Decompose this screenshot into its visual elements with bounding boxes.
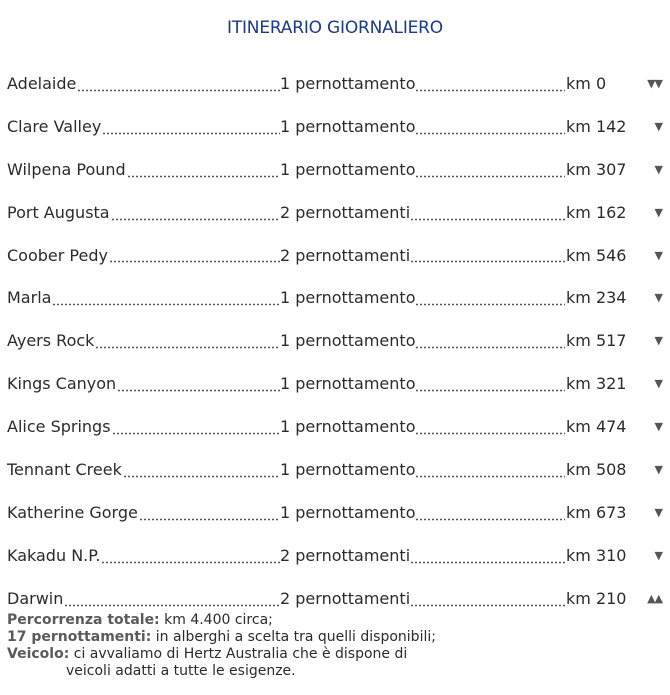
nights-count: 1 pernottamento — [280, 374, 416, 394]
dot-leader — [95, 346, 280, 349]
page-title: ITINERARIO GIORNALIERO — [227, 18, 443, 38]
city-name: Marla — [7, 288, 52, 308]
dot-leader — [111, 218, 280, 221]
city-name: Wilpena Pound — [7, 159, 126, 179]
distance-label: Percorrenza totale: — [7, 612, 160, 628]
vehicle-value-continued: veicoli adatti a tutte le esigenze. — [66, 663, 296, 679]
direction-arrow-icon: ▼ — [654, 334, 662, 348]
city-name: Tennant Creek — [7, 459, 122, 479]
nights-count: 1 pernottamento — [280, 502, 416, 522]
dot-leader — [77, 89, 280, 92]
dot-leader — [415, 132, 565, 135]
nights-count: 2 pernottamenti — [280, 202, 411, 222]
nights-cell — [280, 319, 565, 362]
city-name: Darwin — [7, 588, 64, 608]
dot-leader — [415, 475, 565, 478]
dot-leader — [415, 303, 565, 306]
city-cell — [7, 148, 280, 191]
nights-cell — [280, 534, 565, 577]
itinerary-row — [7, 276, 662, 319]
km-distance: km 210 — [566, 588, 627, 608]
dot-leader — [117, 389, 280, 392]
km-distance: km 142 — [566, 116, 627, 136]
itinerary-list — [7, 62, 662, 620]
city-name: Clare Valley — [7, 116, 102, 136]
city-cell — [7, 191, 280, 234]
nights-value: in alberghi a scelta tra quelli disponibili; — [151, 629, 436, 645]
nights-cell — [280, 448, 565, 491]
nights-cell — [280, 148, 565, 191]
nights-count: 1 pernottamento — [280, 417, 416, 437]
nights-count: 1 pernottamento — [280, 459, 416, 479]
city-cell — [7, 105, 280, 148]
km-distance: km 321 — [566, 374, 627, 394]
distance-value: km 4.400 circa; — [159, 612, 273, 628]
direction-arrow-icon: ▼ — [654, 505, 662, 519]
city-name: Kings Canyon — [7, 374, 117, 394]
dot-leader — [112, 432, 280, 435]
nights-cell — [280, 62, 565, 105]
distance-note — [7, 612, 647, 629]
dot-leader — [52, 303, 280, 306]
vehicle-value: ci avvaliamo di Hertz Australia che è dispone di — [69, 646, 408, 662]
city-name: Alice Springs — [7, 417, 111, 437]
km-distance: km 307 — [566, 159, 627, 179]
km-distance: km 234 — [566, 288, 627, 308]
nights-cell — [280, 491, 565, 534]
dot-leader — [415, 175, 565, 178]
itinerary-row — [7, 105, 662, 148]
vehicle-label: Veicolo: — [7, 646, 70, 662]
direction-arrow-icon: ▼ — [654, 162, 662, 176]
nights-label: 17 pernottamenti: — [7, 629, 152, 645]
nights-count: 2 pernottamenti — [280, 245, 411, 265]
km-distance: km 0 — [566, 73, 607, 93]
km-distance: km 162 — [566, 202, 627, 222]
dot-leader — [64, 604, 280, 607]
city-name: Katherine Gorge — [7, 502, 138, 522]
nights-note — [7, 629, 647, 646]
city-cell — [7, 62, 280, 105]
dot-leader — [101, 561, 280, 564]
nights-cell — [280, 234, 565, 277]
itinerary-row — [7, 319, 662, 362]
km-distance: km 508 — [566, 459, 627, 479]
itinerary-row — [7, 362, 662, 405]
km-distance: km 546 — [566, 245, 627, 265]
dot-leader — [410, 260, 565, 263]
nights-count: 2 pernottamenti — [280, 588, 411, 608]
itinerary-row — [7, 234, 662, 277]
dot-leader — [415, 89, 565, 92]
km-distance: km 673 — [566, 502, 627, 522]
itinerary-row — [7, 405, 662, 448]
dot-leader — [415, 389, 565, 392]
dot-leader — [410, 218, 565, 221]
trip-notes — [7, 612, 647, 680]
nights-cell — [280, 276, 565, 319]
km-distance: km 474 — [566, 417, 627, 437]
city-cell — [7, 534, 280, 577]
itinerary-row — [7, 191, 662, 234]
itinerary-row — [7, 62, 662, 105]
dot-leader — [102, 132, 280, 135]
nights-count: 1 pernottamento — [280, 73, 416, 93]
city-name: Adelaide — [7, 73, 77, 93]
nights-count: 1 pernottamento — [280, 116, 416, 136]
dot-leader — [415, 432, 565, 435]
city-name: Port Augusta — [7, 202, 110, 222]
nights-count: 1 pernottamento — [280, 331, 416, 351]
nights-cell — [280, 105, 565, 148]
city-cell — [7, 491, 280, 534]
city-cell — [7, 276, 280, 319]
direction-arrow-icon: ▼ — [654, 462, 662, 476]
dot-leader — [109, 260, 280, 263]
nights-cell — [280, 362, 565, 405]
direction-arrow-icon: ▼ — [654, 205, 662, 219]
dot-leader — [410, 561, 565, 564]
city-cell — [7, 234, 280, 277]
dot-leader — [127, 175, 280, 178]
nights-count: 2 pernottamenti — [280, 545, 411, 565]
dot-leader — [123, 475, 280, 478]
city-name: Ayers Rock — [7, 331, 95, 351]
itinerary-row — [7, 534, 662, 577]
km-distance: km 517 — [566, 331, 627, 351]
city-cell — [7, 448, 280, 491]
direction-arrow-icon: ▼ — [654, 119, 662, 133]
dot-leader — [410, 604, 565, 607]
direction-arrow-icon: ▼ — [654, 248, 662, 262]
city-cell — [7, 362, 280, 405]
km-distance: km 310 — [566, 545, 627, 565]
direction-arrow-icon: ▲▲ — [647, 591, 662, 605]
nights-cell — [280, 191, 565, 234]
direction-arrow-icon: ▼ — [654, 377, 662, 391]
city-cell — [7, 405, 280, 448]
itinerary-row — [7, 148, 662, 191]
direction-arrow-icon: ▼▼ — [647, 76, 662, 90]
dot-leader — [139, 518, 280, 521]
direction-arrow-icon: ▼ — [654, 420, 662, 434]
dot-leader — [415, 346, 565, 349]
itinerary-row — [7, 491, 662, 534]
city-name: Kakadu N.P. — [7, 545, 101, 565]
nights-count: 1 pernottamento — [280, 159, 416, 179]
itinerary-row — [7, 448, 662, 491]
vehicle-note — [7, 646, 647, 680]
dot-leader — [415, 518, 565, 521]
city-name: Coober Pedy — [7, 245, 108, 265]
direction-arrow-icon: ▼ — [654, 548, 662, 562]
nights-count: 1 pernottamento — [280, 288, 416, 308]
city-cell — [7, 319, 280, 362]
nights-cell — [280, 405, 565, 448]
direction-arrow-icon: ▼ — [654, 291, 662, 305]
